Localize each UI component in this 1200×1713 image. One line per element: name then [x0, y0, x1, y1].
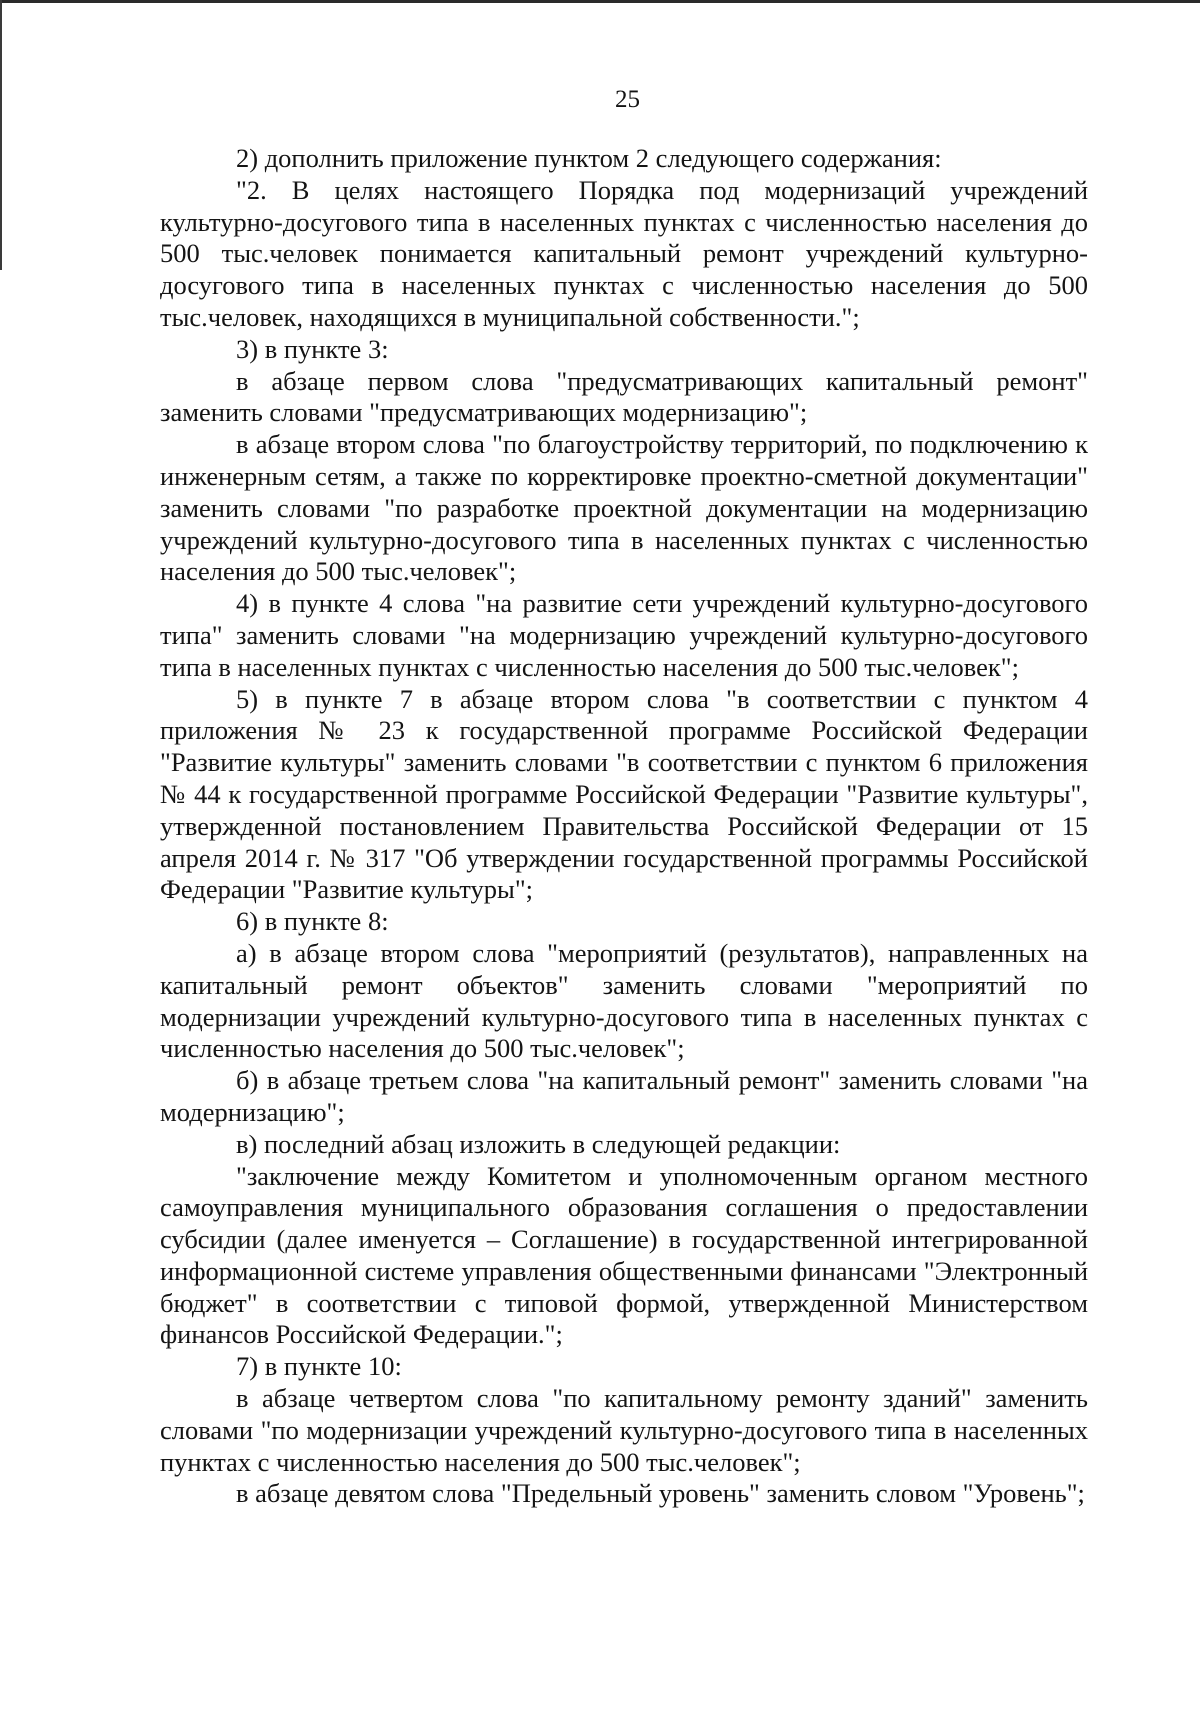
- scan-left-edge: [0, 0, 2, 270]
- paragraph-item-6-b: б) в абзаце третьем слова "на капитальный ремонт" заменить словами "на модернизацию";: [160, 1065, 1088, 1127]
- paragraph-item-3-first: в абзаце первом слова "предусматривающих капитальный ремонт" заменить словами "предусматривающих модернизацию";: [160, 365, 1088, 428]
- paragraph-item-5: 5) в пункте 7 в абзаце втором слова "в соответствии с пунктом 4 приложения № 23 к государственной программе Российской Федерации "Развитие культуры" заменить словами "в соответствии с пунктом 6 приложения № 44 к государственной программе Российской Федерации "Развитие культуры", утвержденной постановлением Правительства Российской Федерации от 15 апреля 2014 г. № 317 "Об утверждении государственной программы Российской Федерации "Развитие культуры";: [160, 683, 1088, 905]
- page-number: 25: [615, 86, 640, 113]
- paragraph-item-6-v-text: "заключение между Комитетом и уполномоченным органом местного самоуправления муниципального образования соглашения о предоставлении субсидии (далее именуется – Соглашение) в государственной интегрированной информационной системе управления общественными финансами "Электронный бюджет" в соответствии с типовой формой, утвержденной Министерством финансов Российской Федерации.";: [160, 1160, 1088, 1350]
- paragraph-item-4: 4) в пункте 4 слова "на развитие сети учреждений культурно-досугового типа" заменить словами "на модернизацию учреждений культурно-досугового типа в населенных пунктах с численностью населения до 500 тыс.человек";: [160, 588, 1088, 682]
- paragraph-item-6-a: а) в абзаце втором слова "мероприятий (результатов), направленных на капитальный ремонт объектов" заменить словами "мероприятий по модернизации учреждений культурно-досугового типа в населенных пунктах с численностью населения до 500 тыс.человек";: [160, 937, 1088, 1064]
- scan-top-edge: [0, 0, 1200, 3]
- paragraph-item-7-ninth: в абзаце девятом слова "Предельный уровень" заменить словом "Уровень";: [236, 1478, 1085, 1509]
- paragraph-item-3: 3) в пункте 3:: [236, 333, 389, 364]
- paragraph-item-6: 6) в пункте 8:: [236, 906, 389, 937]
- paragraph-item-7: 7) в пункте 10:: [236, 1351, 402, 1382]
- paragraph-item-2-text: "2. В целях настоящего Порядка под модернизаций учреждений культурно-досугового типа в населенных пунктах с численностью населения до 500 тыс.человек понимается капитальный ремонт учреждений культурно-досугового типа в населенных пунктах с численностью населения до 500 тыс.человек, находящихся в муниципальной собственности.";: [160, 174, 1088, 332]
- document-body: [160, 143, 1088, 1510]
- paragraph-item-6-v: в) последний абзац изложить в следующей редакции:: [236, 1128, 841, 1159]
- paragraph-item-3-second: в абзаце втором слова "по благоустройству территорий, по подключению к инженерным сетям, а также по корректировке проектно-сметной документации" заменить словами "по разработке проектной документации на модернизацию учреждений культурно-досугового типа в населенных пунктах с численностью населения до 500 тыс.человек";: [160, 429, 1088, 587]
- paragraph-item-2: 2) дополнить приложение пунктом 2 следующего содержания:: [236, 143, 942, 173]
- paragraph-item-7-fourth: в абзаце четвертом слова "по капитальному ремонту зданий" заменить словами "по модернизации учреждений культурно-досугового типа в населенных пунктах с численностью населения до 500 тыс.человек";: [160, 1383, 1088, 1477]
